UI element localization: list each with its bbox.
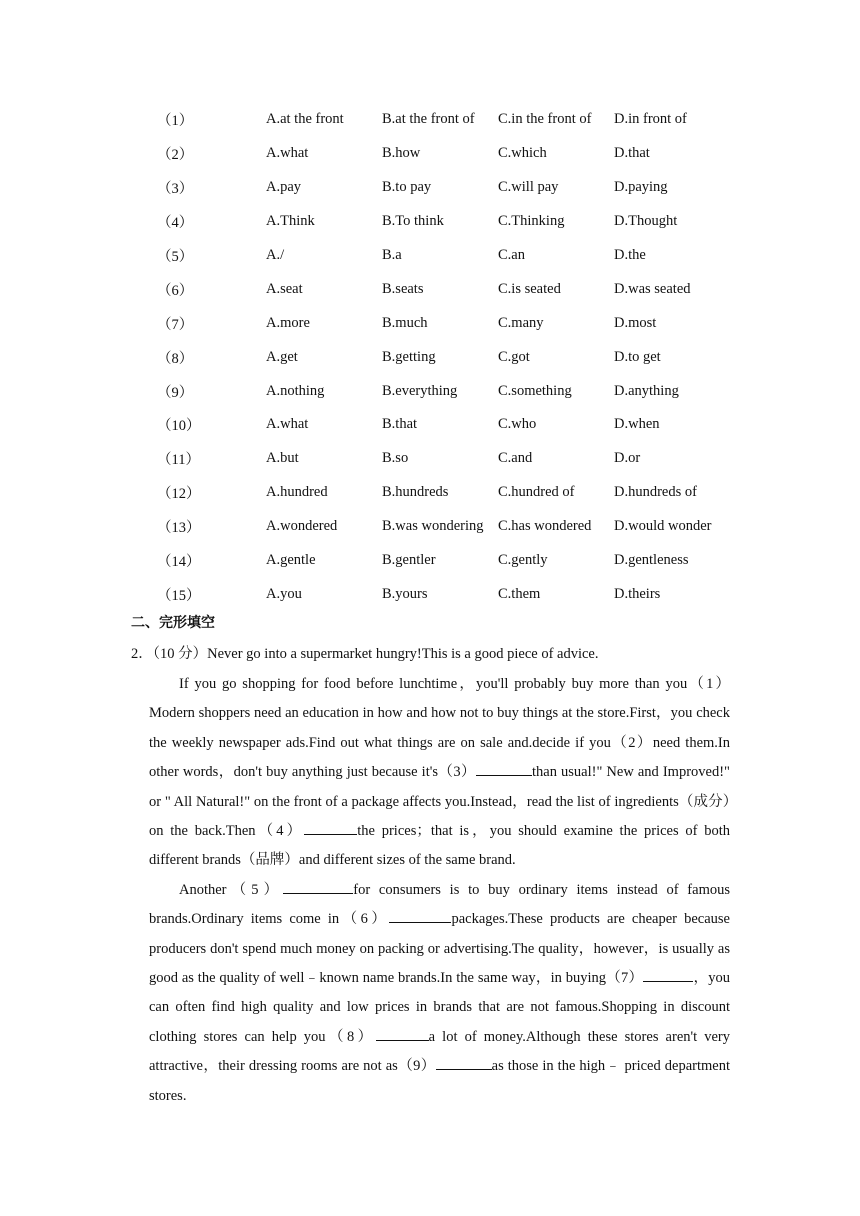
option-number: （13） — [157, 520, 201, 537]
option-number: （10） — [157, 418, 201, 435]
option-c: C.Thinking — [498, 213, 565, 230]
answer-blank-9 — [436, 1055, 492, 1070]
option-d: D.gentleness — [614, 552, 689, 569]
option-b: B.a — [382, 247, 402, 263]
option-d: D.would wonder — [614, 518, 712, 535]
option-b: B.how — [382, 145, 421, 162]
option-number: （4） — [157, 215, 194, 232]
option-row — [157, 340, 734, 374]
option-a: A.wondered — [266, 518, 338, 535]
option-row — [157, 137, 734, 171]
option-b: B.that — [382, 416, 418, 433]
option-c: C.has wondered — [498, 518, 592, 535]
option-row — [157, 272, 734, 306]
option-b: B.hundreds — [382, 484, 449, 501]
option-a: A.what — [266, 416, 309, 433]
question-header: 2．（10 分）Never go into a supermarket hungry!This is a good piece of advice. — [131, 646, 599, 662]
passage-text: than usual!" New and Improved!" or " All Natural!" on the front of a package affects you.Instead，read the list of ingredients（成分）on the back.Then（4） — [149, 764, 730, 840]
option-a: A.seat — [266, 280, 303, 297]
option-d: D.paying — [614, 179, 668, 196]
option-d: D.to get — [614, 348, 661, 365]
option-b: B.getting — [382, 348, 436, 365]
answer-blank-3 — [476, 761, 532, 776]
option-d: D.in front of — [614, 111, 687, 128]
option-number: （9） — [157, 384, 194, 401]
option-c: C.something — [498, 382, 572, 399]
option-c: C.got — [498, 348, 530, 365]
option-d: D.anything — [614, 382, 679, 399]
answer-blank-5 — [283, 879, 353, 894]
option-b: B.gentler — [382, 552, 436, 569]
answer-blank-8 — [376, 1026, 429, 1041]
passage-text: ，you can often find high quality and low prices in brands that are not famous.Shopping in discount clothing stores can help you（8） — [149, 970, 731, 1045]
option-d: D.hundreds of — [614, 484, 697, 501]
passage — [149, 670, 730, 1111]
option-row — [157, 408, 734, 442]
option-d: D.theirs — [614, 585, 661, 602]
passage-text: as those in the high﹣ priced department stores. — [149, 1058, 730, 1104]
passage-text: a lot of money.Although these stores aren't very attractive，their dressing rooms are not as（9） — [149, 1028, 731, 1075]
option-a: A./ — [266, 247, 285, 263]
option-number: （12） — [157, 486, 201, 503]
option-a: A.hundred — [266, 484, 328, 501]
option-row — [157, 205, 734, 239]
option-d: D.Thought — [614, 213, 678, 230]
option-c: C.an — [498, 247, 525, 263]
option-number: （15） — [157, 587, 201, 604]
option-b: B.yours — [382, 585, 428, 602]
passage-paragraph-2 — [149, 876, 730, 1111]
section-title: 二、完形填空 — [131, 615, 215, 631]
option-row — [157, 476, 734, 510]
option-a: A.nothing — [266, 382, 325, 399]
option-a: A.what — [266, 145, 309, 162]
option-a: A.gentle — [266, 552, 316, 569]
option-number: （14） — [157, 554, 201, 571]
option-c: C.will pay — [498, 179, 559, 196]
option-number: （5） — [157, 249, 194, 265]
options-table-body — [157, 103, 734, 611]
option-c: C.them — [498, 585, 541, 602]
option-number: （11） — [157, 452, 200, 469]
option-d: D.the — [614, 247, 646, 263]
option-b: B.seats — [382, 280, 424, 297]
option-d: D.was seated — [614, 280, 691, 297]
option-a: A.you — [266, 585, 302, 602]
option-c: C.who — [498, 416, 537, 433]
option-row — [157, 374, 734, 408]
option-b: B.to pay — [382, 179, 432, 196]
option-a: A.get — [266, 348, 298, 365]
option-a: A.more — [266, 314, 310, 331]
option-number: （2） — [157, 147, 194, 164]
option-d: D.that — [614, 145, 650, 162]
option-a: A.at the front — [266, 111, 344, 128]
option-d: D.when — [614, 416, 660, 433]
option-c: C.and — [498, 450, 533, 467]
option-a: A.pay — [266, 179, 302, 196]
option-c: C.many — [498, 314, 544, 331]
option-c: C.is seated — [498, 280, 561, 297]
option-row — [157, 510, 734, 544]
option-row — [157, 239, 734, 273]
option-c: C.hundred of — [498, 484, 575, 501]
option-c: C.gently — [498, 552, 548, 569]
passage-text: If you go shopping for food before lunchtime，you'll probably buy more than you（1）Modern shoppers need an education in how and how not to buy things at the store.First，you check the weekly newspaper ads.Find out what things are on sale and.decide if you（2）need them.In other words，don't buy anything just because it's（3） — [149, 676, 730, 781]
option-a: A.but — [266, 450, 299, 467]
option-number: （3） — [157, 181, 194, 198]
option-row — [157, 306, 734, 340]
option-row — [157, 577, 734, 611]
option-d: D.or — [614, 450, 641, 467]
option-b: B.everything — [382, 382, 458, 399]
passage-text: the prices；that is，you should examine the prices of both different brands（品牌）and different sizes of the same brand. — [149, 823, 730, 869]
passage-text: for consumers is to buy ordinary items instead of famous brands.Ordinary items come in（6） — [149, 881, 730, 928]
option-row — [157, 544, 734, 578]
passage-text: Another（5） — [179, 881, 284, 898]
answer-blank-4 — [304, 820, 357, 835]
option-c: C.which — [498, 145, 547, 162]
option-c: C.in the front of — [498, 111, 592, 128]
option-b: B.was wondering — [382, 518, 484, 535]
passage-text: packages.These products are cheaper because producers don't spend much money on packing or advertising.The quality，however，is usually as good as the quality of well﹣known name brands.In the same way，in buying（7） — [149, 911, 730, 987]
option-row — [157, 442, 734, 476]
answer-blank-6 — [389, 908, 451, 923]
option-row — [157, 171, 734, 205]
option-b: B.To think — [382, 213, 444, 230]
option-number: （6） — [157, 282, 194, 299]
option-d: D.most — [614, 314, 657, 331]
option-b: B.much — [382, 314, 428, 331]
option-row — [157, 103, 734, 137]
option-number: （7） — [157, 316, 194, 333]
answer-blank-7 — [643, 967, 693, 982]
option-b: B.at the front of — [382, 111, 475, 128]
option-number: （8） — [157, 350, 194, 367]
passage-paragraph-1 — [149, 670, 730, 876]
option-number: （1） — [157, 113, 194, 130]
option-a: A.Think — [266, 213, 315, 230]
options-table — [157, 103, 734, 611]
option-b: B.so — [382, 450, 409, 467]
